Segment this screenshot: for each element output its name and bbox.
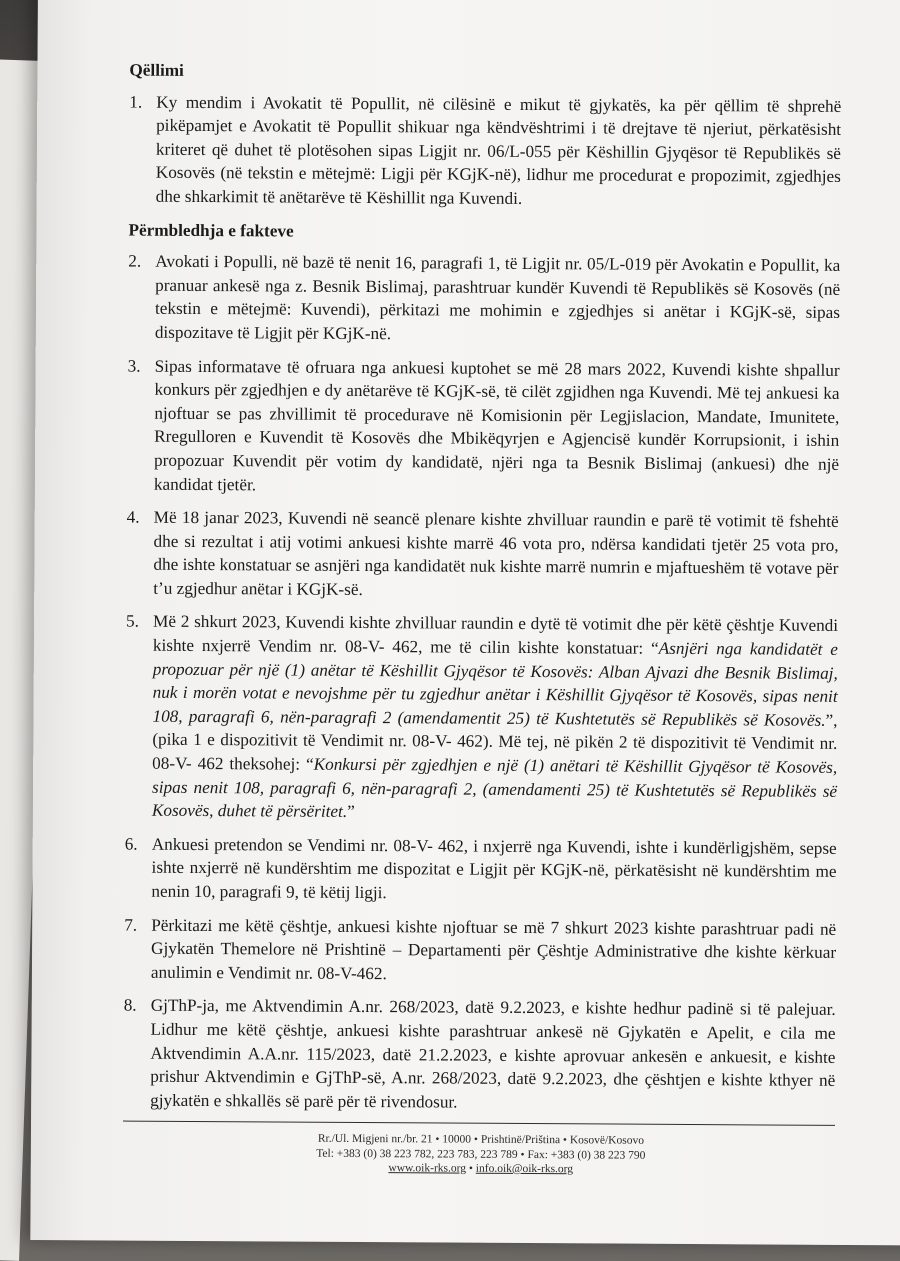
paragraph-5: [125, 610, 838, 827]
section-heading-purpose: Qëllimi: [129, 60, 184, 80]
document-body: [123, 59, 841, 1127]
paragraph-text-part: Më 2 shkurt 2023, Kuvendi kishte zhvilluar raundin e dytë të votimit dhe për këtë çështje Kuvendi kishte nxjerrë Vendim nr. 08-V- 462, me të cilin kishte konstatuar: “: [152, 612, 839, 658]
paragraph-8: [123, 994, 836, 1116]
footer-separator: •: [465, 1162, 476, 1175]
paragraph-text-part: ”: [347, 802, 355, 822]
paragraph-text: Avokati i Populli, në bazë të nenit 16, paragrafi 1, të Ligjit nr. 05/L-019 për Avokatin e Popullit, ka pranuar ankesë nga z. Besnik Bislimaj, parashtruar kundër Kuvendi të Republikës së Kosovës (në tekstin e mëtejmë: Kuvendi), përkitazi me mohimin e zgjedhjes si anëtar i KGjK-së, sipas dispozitave të Ligjit për KGjK-në.: [154, 251, 841, 344]
footer-contact: Tel: +383 (0) 38 223 782, 223 783, 223 789 • Fax: +383 (0) 38 223 790: [316, 1147, 646, 1162]
paragraph-1: [129, 90, 842, 212]
paragraph-number: 2.: [128, 251, 142, 271]
paragraph-2: [128, 250, 841, 349]
paragraph-number: 3.: [127, 356, 141, 376]
document-page: [30, 0, 900, 1245]
paragraph-4: [126, 506, 839, 605]
paragraph-number: 6.: [124, 834, 138, 854]
paragraph-text: Sipas informatave të ofruara nga ankuesi kuptohet se më 28 mars 2022, Kuvendi kishte shpallur konkurs për zgjedhjen e dy anëtarëve të KGjK-së, të cilët zgjidhen nga Kuvendi. Më tej ankuesi ka njoftuar se pas zhvillimit të procedurave në Komisionin për Legjislacion, Mandate, Imunitete, Rregulloren e Kuvendit të Kosovës dhe Mbikëqyrjen e Agjencisë kundër Korrupsionit, i ishin propozuar Kuvendit për votim dy kandidatë, njëri nga ta Besnik Bislimaj (ankuesi) dhe një kandidat tjetër.: [153, 356, 840, 494]
footer-links: [121, 1160, 841, 1179]
paragraph-text: Ankuesi pretendon se Vendimi nr. 08-V- 462, i nxjerrë nga Kuvendi, ishte i kundërligjshëm, sepse ishte nxjerrë në kundërshtim me dispozitat e Ligjit për KGjK-në, përkatësisht në kundërshtim me nenin 10, paragrafi 9, të këtij ligji.: [151, 834, 837, 903]
section-heading-facts: Përmbledhja e fakteve: [128, 220, 294, 241]
email-link[interactable]: info.oik@oik-rks.org: [475, 1162, 574, 1176]
footer-address: Rr./Ul. Migjeni nr./br. 21 • 10000 • Prishtinë/Priština • Kosovë/Kosovo: [317, 1132, 645, 1147]
paragraph-text: Më 18 janar 2023, Kuvendi në seancë plenare kishte zhvilluar raundin e parë të votimit të fshehtë dhe si rezultat i atij votimi ankuesi kishte marrë 46 vota pro, ndërsa kandidati tjetër 25 vota pro, dhe ishte konstatuar se asnjëri nga kandidatët nuk kishte marrë numrin e mjaftueshëm të votave për t’u zgjedhur anëtar i KGjK-së.: [153, 507, 839, 599]
website-link[interactable]: www.oik-rks.org: [388, 1162, 467, 1175]
paragraph-text: Përkitazi me këtë çështje, ankuesi kishte njoftuar se më 7 shkurt 2023 kishte parashtruar padi në Gjykatën Themelore në Prishtinë – Departamenti për Çështje Administrative dhe kishte kërkuar anulimin e Vendimit nr. 08-V-462.: [150, 915, 837, 983]
paragraph-text: GjThP-ja, me Aktvendimin A.nr. 268/2023, datë 9.2.2023, e kishte hedhur padinë si të palejuar. Lidhur me këtë çështje, ankuesi kishte parashtruar ankesë në Gjykatën e Apelit, e cila me Aktvendimin A.A.nr. 115/2023, datë 21.2.2023, e kishte aprovuar ankesën e ankuesit, e kishte prishur Aktvendimin e GjThP-së, A.nr. 268/2023, datë 9.2.2023, dhe çështjen e kishte kthyer në gjykatën e shkallës së parë për të rivendosur.: [150, 996, 836, 1112]
paragraph-number: 7.: [124, 915, 138, 935]
page-footer: [121, 1131, 841, 1179]
paragraph-text: [152, 610, 838, 827]
quoted-decision-text: Konkursi për zgjedhjen e një (1) anëtari të Këshillit Gjyqësor të Kosovës, sipas nenit 108, paragrafi 6, nën-paragrafi 2, (amendamenti 25) të Kushtetutës së Republikës së Kosovës, duhet të përsëritet.: [151, 754, 838, 822]
paragraph-7: [124, 913, 836, 988]
paragraph-number: 8.: [123, 995, 137, 1015]
quoted-decision-text: Asnjëri nga kandidatët e propozuar për një (1) anëtar të Këshillit Gjyqësor të Kosovës: Alban Ajvazi dhe Besnik Bislimaj, nuk i morën votat e nevojshme për tu zgjedhur anëtar i Këshillit Gjyqësor të Kosovës, sipas nenit 108, paragrafi 6, nën-paragrafi 2 (amendamentit 25) të Kushtetutës së Republikës së Kosovës.: [152, 638, 838, 730]
paragraph-number: 1.: [129, 92, 143, 112]
paragraph-number: 5.: [126, 612, 140, 632]
paragraph-number: 4.: [126, 507, 140, 527]
paragraph-text-part: ”, (pika 1 e dispozitivit të Vendimit nr. 08-V- 462). Më tej, në pikën 2 të dispozitivit të Vendimit nr. 08-V- 462 theksohej: “: [152, 710, 838, 774]
paragraph-text: Ky mendim i Avokatit të Popullit, në cilësinë e mikut të gjykatës, ka për qëllim të shprehë pikëpamjet e Avokatit të Popullit shikuar nga këndvështrimi i të drejtave të njeriut, përkatësisht kriteret që duhet të plotësohen sipas Ligjit nr. 06/L-055 për Këshillin Gjyqësor të Republikës së Kosovës (në tekstin e mëtejmë: Ligji për KGjK-në), lidhur me procedurat e propozimit, zgjedhjes dhe shkarkimit të anëtarëve të Këshillit nga Kuvendi.: [155, 92, 842, 208]
paragraph-3: [127, 354, 840, 500]
paragraph-6: [124, 832, 836, 907]
